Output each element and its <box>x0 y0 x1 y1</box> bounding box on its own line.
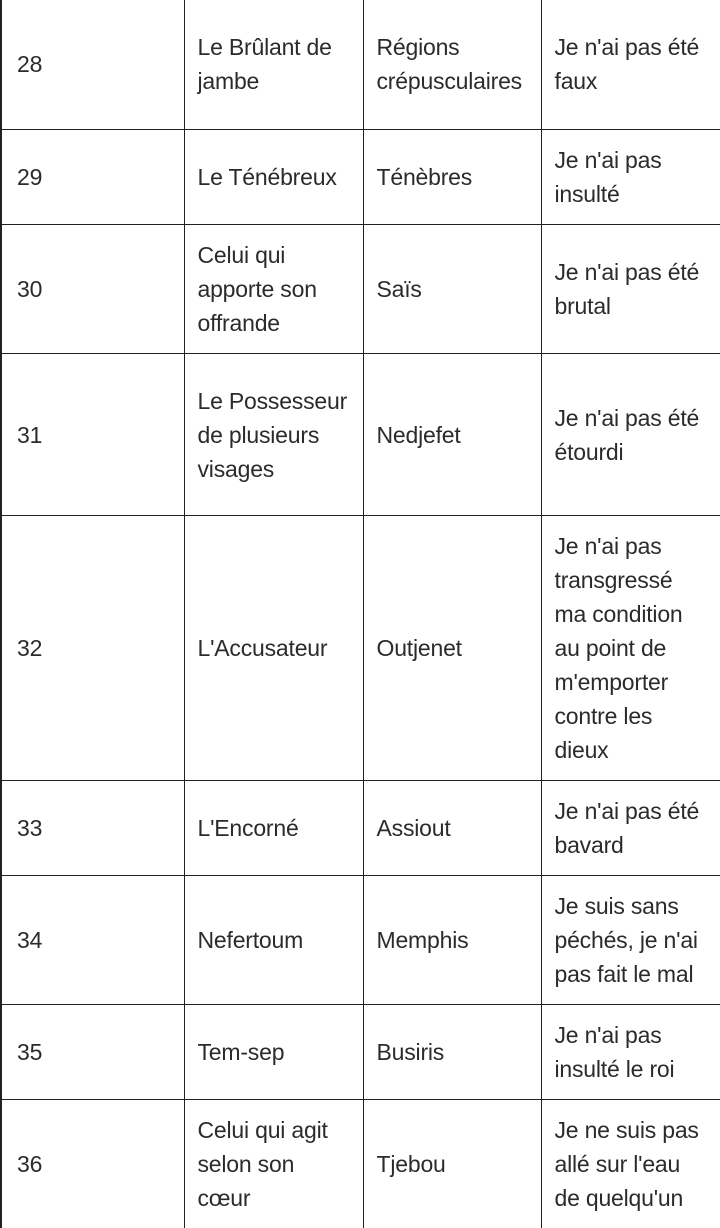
table-row <box>1 0 720 130</box>
row-number: 32 <box>1 516 184 781</box>
judge-name: Le Brûlant de jambe <box>184 0 363 130</box>
negative-confession: Je n'ai pas insulté <box>541 130 720 225</box>
place-of-origin: Memphis <box>363 876 541 1005</box>
place-of-origin: Outjenet <box>363 516 541 781</box>
row-number: 29 <box>1 130 184 225</box>
place-of-origin: Ténèbres <box>363 130 541 225</box>
negative-confession: Je n'ai pas été brutal <box>541 225 720 354</box>
place-of-origin: Saïs <box>363 225 541 354</box>
judge-name: L'Encorné <box>184 781 363 876</box>
table-row <box>1 354 720 516</box>
row-number: 35 <box>1 1005 184 1100</box>
negative-confession: Je suis sans péchés, je n'ai pas fait le mal <box>541 876 720 1005</box>
row-number: 28 <box>1 0 184 130</box>
table-row <box>1 516 720 781</box>
judge-name: Nefertoum <box>184 876 363 1005</box>
negative-confession: Je n'ai pas transgressé ma condition au point de m'emporter contre les dieux <box>541 516 720 781</box>
table-row <box>1 1005 720 1100</box>
judge-name: Celui qui agit selon son cœur <box>184 1100 363 1228</box>
table-row <box>1 130 720 225</box>
negative-confession: Je n'ai pas insulté le roi <box>541 1005 720 1100</box>
negative-confession: Je n'ai pas été bavard <box>541 781 720 876</box>
place-of-origin: Busiris <box>363 1005 541 1100</box>
row-number: 33 <box>1 781 184 876</box>
judge-name: Celui qui apporte son offrande <box>184 225 363 354</box>
row-number: 30 <box>1 225 184 354</box>
judge-name: L'Accusateur <box>184 516 363 781</box>
row-number: 36 <box>1 1100 184 1228</box>
place-of-origin: Tjebou <box>363 1100 541 1228</box>
place-of-origin: Régions crépusculaires <box>363 0 541 130</box>
judge-name: Le Possesseur de plusieurs visages <box>184 354 363 516</box>
row-number: 34 <box>1 876 184 1005</box>
row-number: 31 <box>1 354 184 516</box>
judge-name: Tem-sep <box>184 1005 363 1100</box>
place-of-origin: Assiout <box>363 781 541 876</box>
negative-confession: Je n'ai pas été étourdi <box>541 354 720 516</box>
table-row <box>1 225 720 354</box>
judge-name: Le Ténébreux <box>184 130 363 225</box>
negative-confession: Je n'ai pas été faux <box>541 0 720 130</box>
table-row <box>1 1100 720 1228</box>
negative-confession: Je ne suis pas allé sur l'eau de quelqu'un <box>541 1100 720 1228</box>
table-row <box>1 781 720 876</box>
place-of-origin: Nedjefet <box>363 354 541 516</box>
table-row <box>1 876 720 1005</box>
